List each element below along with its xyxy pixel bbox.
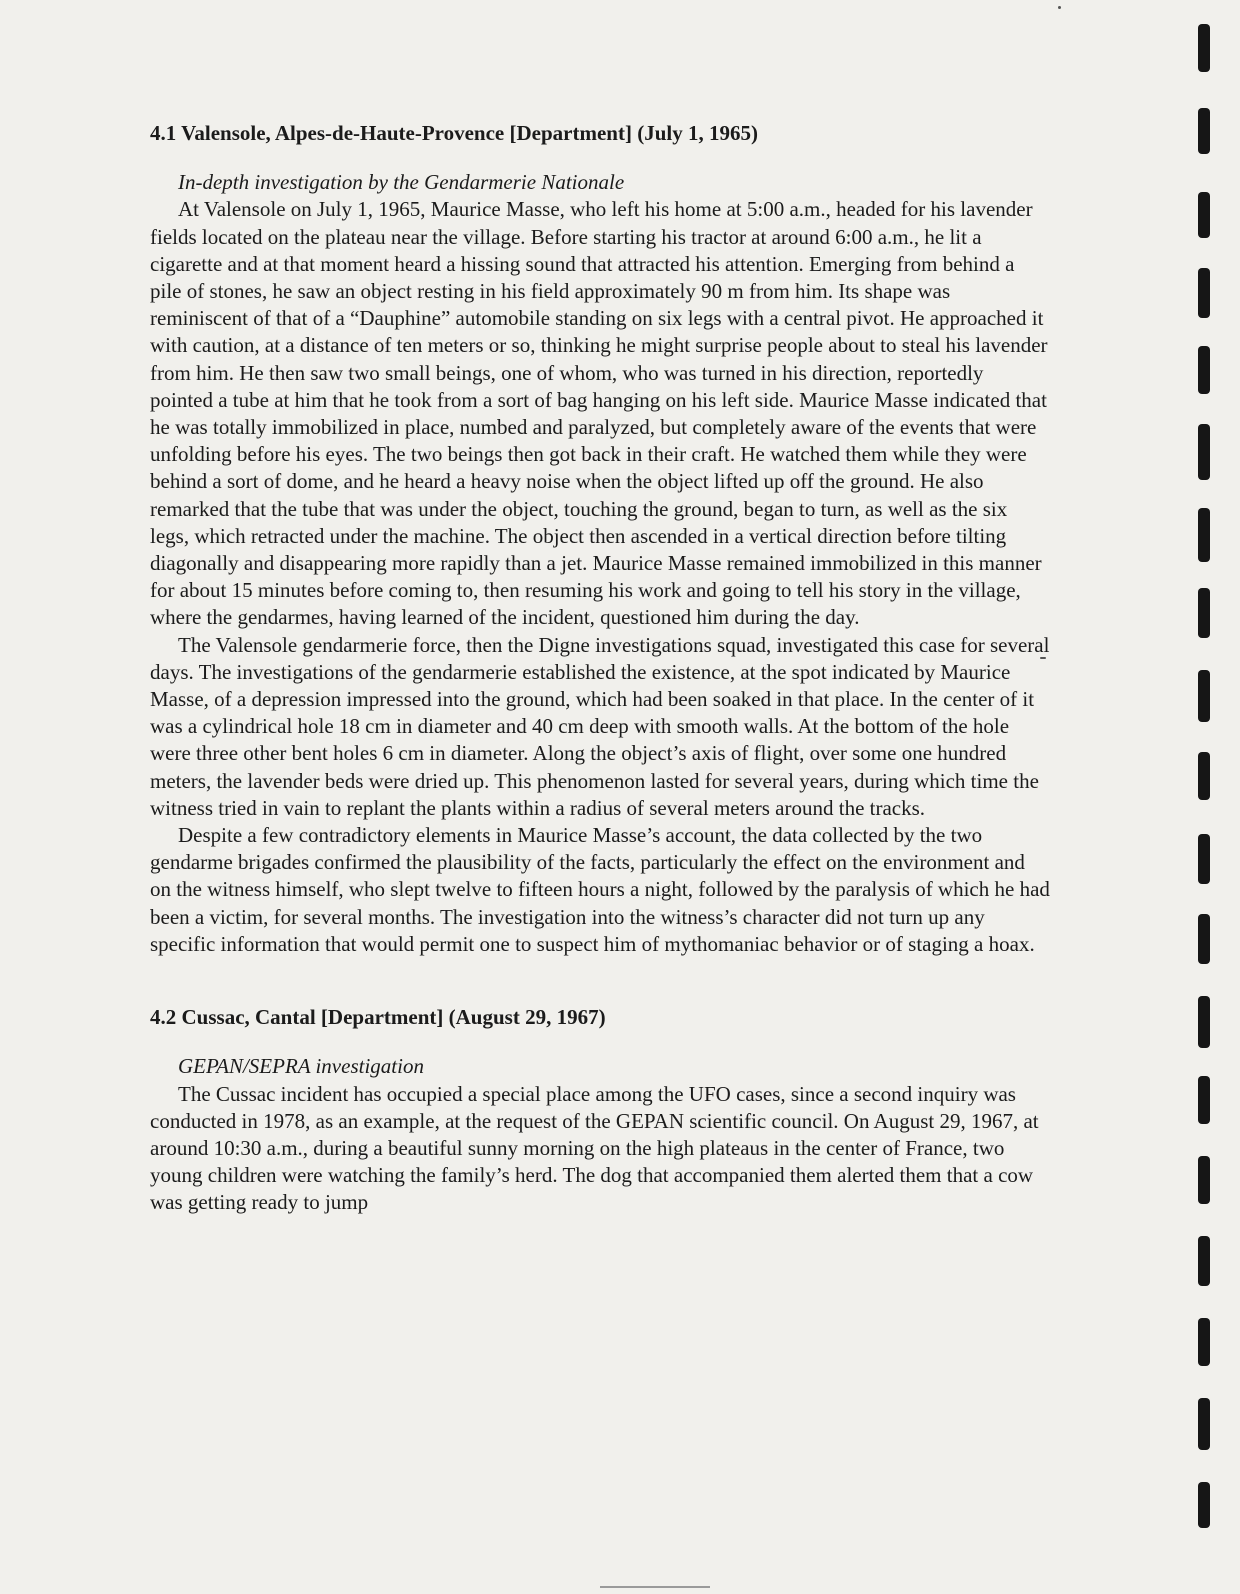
paragraph: The Cussac incident has occupied a special place among the UFO cases, since a second inquiry was conducted in 1978, as an example, at the request of the GEPAN scientific council. On August 29, 1967, at around 10:30 a.m., during a beautiful sunny morning on the high plateaus in the center of France, two young children were watching the family’s herd. The dog that accompanied them alerted them that a cow was getting ready to jump (150, 1081, 1039, 1215)
scan-edge-line (600, 1586, 710, 1588)
binding-hole (1198, 752, 1210, 800)
binding-hole (1198, 1156, 1210, 1204)
section-subheading: In-depth investigation by the Gendarmerie Nationale (178, 170, 625, 195)
binding-hole (1198, 1398, 1210, 1450)
paragraph: The Valensole gendarmerie force, then the Digne investigations squad, investigated this case for several days. The investigations of the gendarmerie established the existence, at the spot indicated by Maurice Masse, of a depression impressed into the ground, which had been soaked in that place. In the center of it was a cylindrical hole 18 cm in diameter and 40 cm deep with smooth walls. At the bottom of the hole were three other bent holes 6 cm in diameter. Along the object’s axis of flight, over some one hundred meters, the lavender beds were dried up. This phenomenon lasted for several years, during which time the witness tried in vain to replant the plants within a radius of several meters around the tracks. (150, 632, 1050, 820)
binding-hole (1198, 1482, 1210, 1528)
binding-hole (1198, 268, 1210, 318)
paragraph: Despite a few contradictory elements in Maurice Masse’s account, the data collected by the two gendarme brigades confirmed the plausibility of the facts, particularly the effect on the environment and on the witness himself, who slept twelve to fifteen hours a night, followed by the paralysis of which he had been a victim, for several months. The investigation into the witness’s character did not turn up any specific information that would permit one to suspect him of mythomaniac behavior or of staging a hoax. (150, 823, 1050, 956)
section-cussac (150, 1004, 1050, 1216)
section-heading: 4.2 Cussac, Cantal [Department] (August 29, 1967) (150, 1005, 606, 1030)
page-content (150, 120, 1050, 1217)
section-subheading: GEPAN/SEPRA investigation (178, 1054, 424, 1079)
binding-hole (1198, 588, 1210, 638)
binding-hole (1198, 24, 1210, 72)
binding-hole (1198, 192, 1210, 238)
binding-hole (1198, 670, 1210, 722)
binding-hole (1198, 834, 1210, 884)
paragraph: At Valensole on July 1, 1965, Maurice Masse, who left his home at 5:00 a.m., headed for his lavender fields located on the plateau near the village. Before starting his tractor at around 6:00 a.m., he lit a cigarette and at that moment heard a hissing sound that attracted his attention. Emerging from behind a pile of stones, he saw an object resting in his field approximately 90 m from him. Its shape was reminiscent of that of a “Dauphine” automobile standing on six legs with a central pivot. He approached it with caution, at a distance of ten meters or so, thinking he might surprise people about to steal his lavender from him. He then saw two small beings, one of whom, who was turned in his direction, reportedly pointed a tube at him that he took from a sort of bag hanging on his left side. Maurice Masse indicated that he was totally immobilized in place, numbed and paralyzed, but completely aware of the events that were unfolding before his eyes. The two beings then got back in their craft. He watched them while they were behind a sort of dome, and he heard a heavy noise when the object lifted up off the ground. He also remarked that the tube that was under the object, touching the ground, began to turn, as well as the six legs, which retracted under the machine. The object then ascended in a vertical direction before tilting diagonally and disappearing more rapidly than a jet. Maurice Masse remained immobilized in this manner for about 15 minutes before coming to, then resuming his work and going to tell his story in the village, where the gendarmes, having learned of the incident, questioned him during the day. (150, 197, 1048, 630)
binding-hole (1198, 508, 1210, 562)
binding-hole (1198, 1076, 1210, 1124)
binding-hole (1198, 1318, 1210, 1366)
binding-hole (1198, 996, 1210, 1048)
section-valensole (150, 120, 1050, 958)
binding-hole (1198, 424, 1210, 480)
scan-speck (1058, 6, 1061, 9)
section-heading: 4.1 Valensole, Alpes-de-Haute-Provence [Department] (July 1, 1965) (150, 121, 758, 145)
binding-hole (1198, 1236, 1210, 1286)
binding-hole (1198, 914, 1210, 964)
binding-hole (1198, 108, 1210, 154)
binding-hole (1198, 346, 1210, 394)
scan-speck (1040, 657, 1046, 659)
